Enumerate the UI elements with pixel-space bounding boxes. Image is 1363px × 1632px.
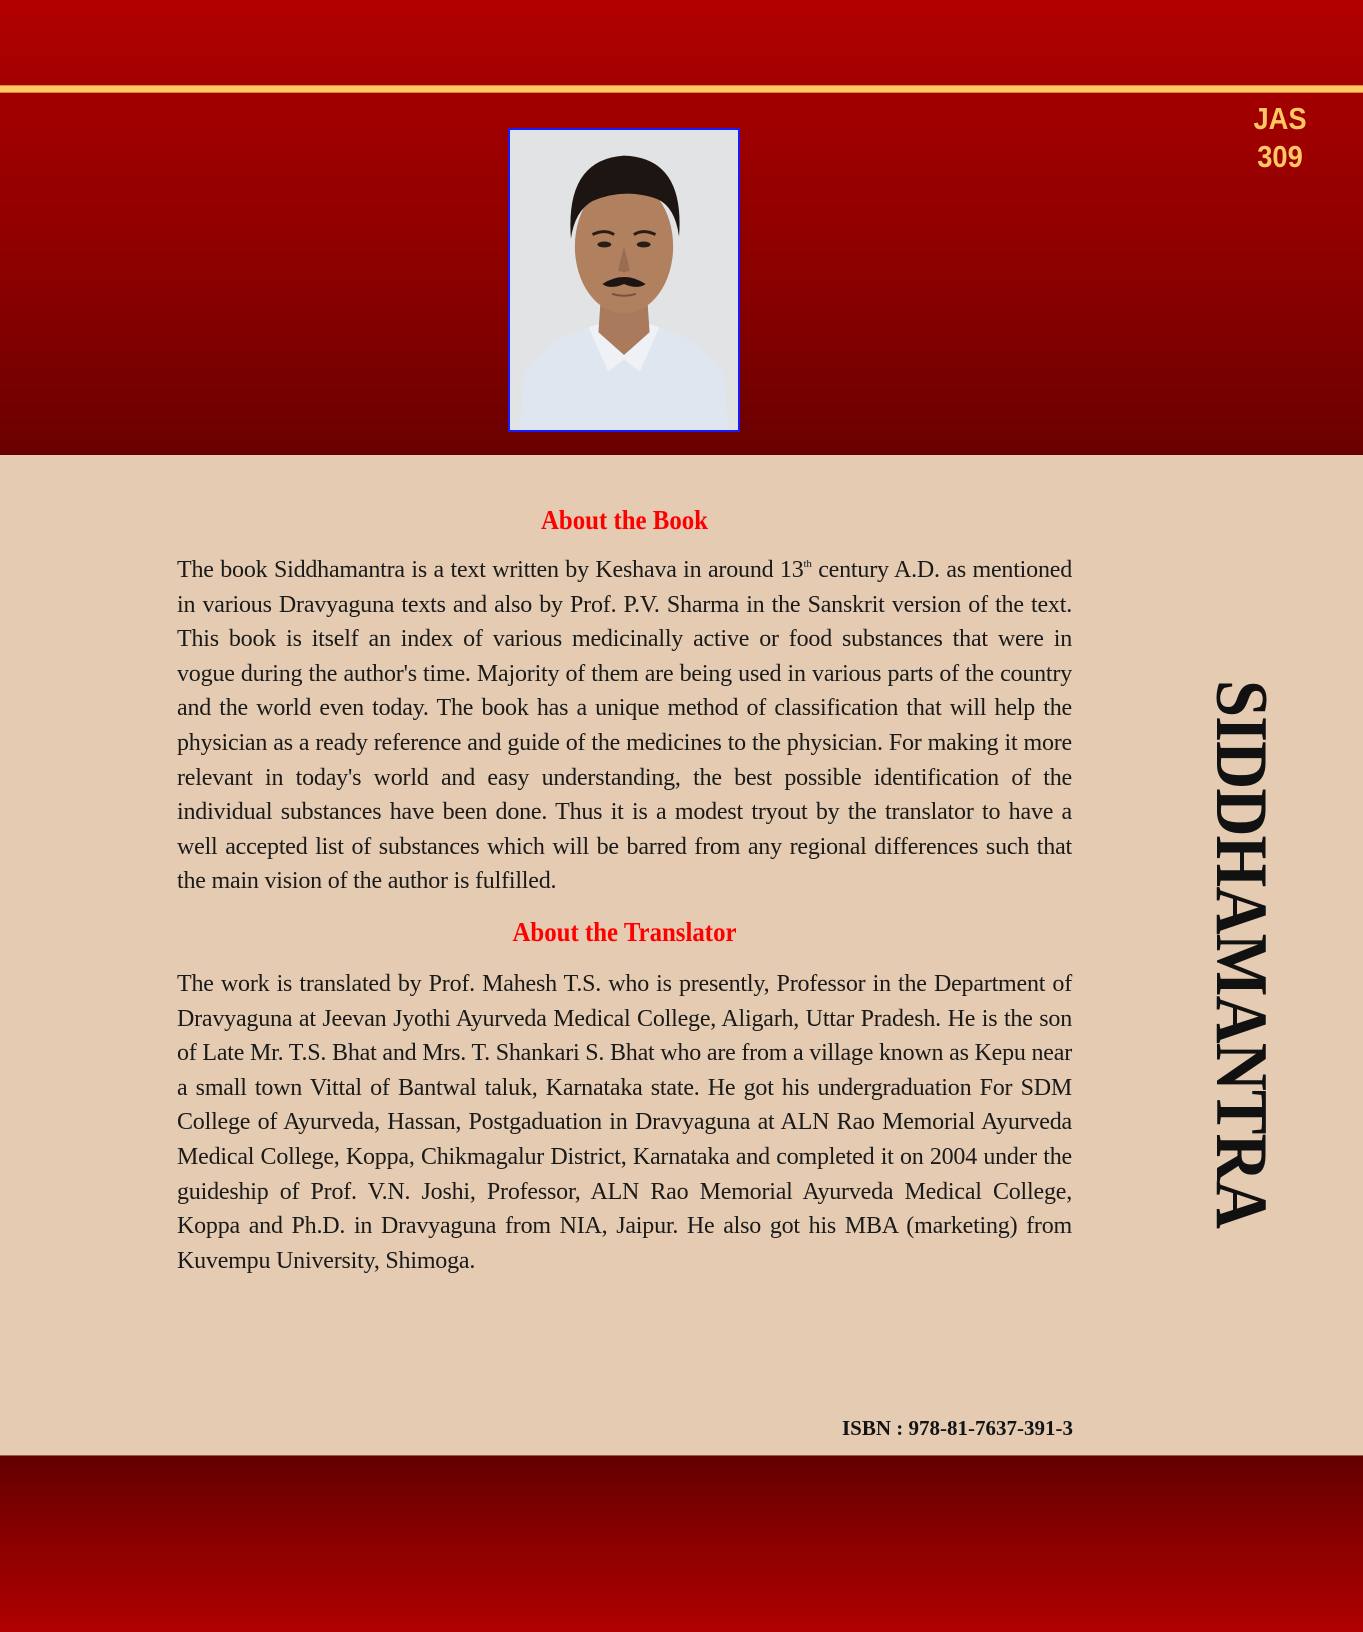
series-code-line2: 309 — [1257, 139, 1303, 174]
about-book-text-part2: century A.D. as mentioned in various Dravyaguna texts and also by Prof. P.V. Sharma in the Sanskrit version of the text. This book is itself an index of various medicinally active or food substances that were in vogue during the author's time. Majority of them are being used in various parts of the country and the world even today. The book has a unique method of classification that will help the physician as a ready reference and guide of the medicines to the physician. For making it more relevant in today's world and easy understanding, the best possible identification of the individual substances have been done. Thus it is a modest tryout by the translator to have a well accepted list of substances which will be barred from any regional differences such that the main vision of the author is fulfilled. — [177, 557, 1073, 895]
series-code — [1236, 100, 1324, 176]
back-cover-text — [177, 500, 1072, 1278]
portrait-image — [510, 130, 738, 430]
gold-rule-divider — [0, 85, 1363, 93]
about-book-paragraph — [177, 553, 1072, 899]
ordinal-suffix: th — [803, 558, 812, 570]
series-code-line1: JAS — [1253, 101, 1307, 136]
about-book-heading: About the Book — [540, 505, 709, 535]
about-translator-heading: About the Translator — [512, 916, 737, 947]
about-translator-paragraph: The work is translated by Prof. Mahesh T.S. who is presently, Professor in the Department of Dravyaguna at Jeevan Jyothi Ayurveda Medical College, Aligarh, Uttar Pradesh. He is the son of Late Mr. T.S. Bhat and Mrs. T. Shankari S. Bhat who are from a village known as Kepu near a small town Vittal of Bantwal taluk, Karnataka state. He got his undergraduation For SDM College of Ayurveda, Hassan, Postgaduation in Dravyaguna at ALN Rao Memorial Ayurveda Medical College, Koppa, Chikmagalur District, Karnataka and completed it on 2004 under the guideship of Prof. V.N. Joshi, Professor, ALN Rao Memorial Ayurveda Medical College, Koppa and Ph.D. in Dravyaguna from NIA, Jaipur. He also got his MBA (marketing) from Kuvempu University, Shimoga. — [177, 970, 1072, 1274]
vertical-book-title-text: SIDDHAMANTRA — [1200, 680, 1282, 1228]
bottom-red-band — [0, 1455, 1363, 1632]
about-book-text-part1: The book Siddhamantra is a text written by Keshava in around 13 — [177, 557, 804, 583]
vertical-book-title — [1200, 680, 1282, 1289]
isbn-number: ISBN : 978-81-7637-391-3 — [842, 1416, 1073, 1440]
translator-photo — [508, 128, 740, 432]
